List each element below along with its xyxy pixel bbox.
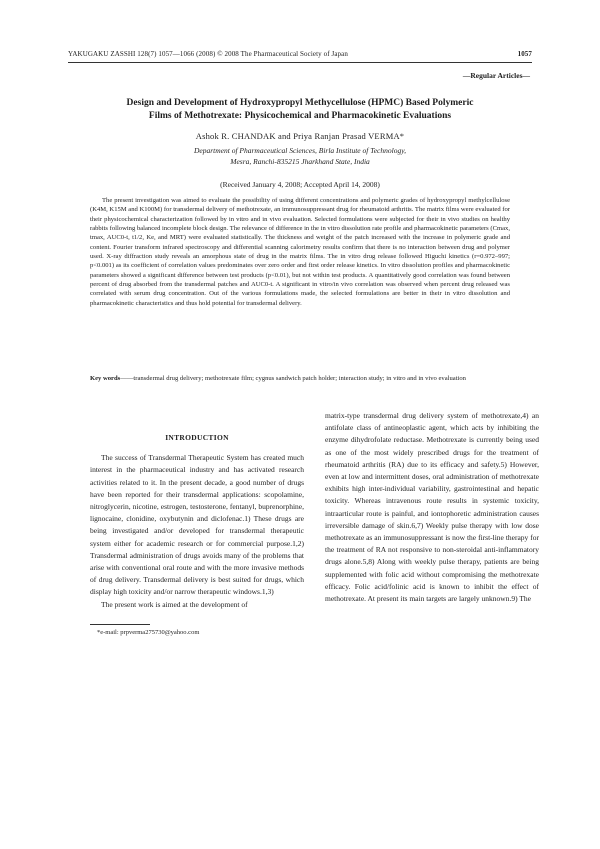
- intro-paragraph-2: The present work is aimed at the development of: [101, 599, 248, 609]
- intro-continuation: matrix-type transdermal drug delivery system of methotrexate,4) an antifolate class of antineoplastic agent, which acts by inhibiting the enzyme dihydrofolate reductase. Methotrexate is currently being used as one of the most widely prescribed drugs for the treatment of rheumatoid arthritis (RA) due to its efficacy and safety.5) However, even at low and intermittent doses, oral administration of methotrexate exhibits high inter-individual variability, gastrointestinal and hepatic toxicity. Whereas intravenous route results in systemic toxicity, intraarticular route is painful, and iontophoretic administration causes irreversible damage of skin.6,7) Weekly pulse therapy with low dose methotrexate as an immunosuppressant is now the first-line therapy for the treatment of RA not responsive to non-steroidal anti-inflammatory drugs alone.5,8) Along with weekly pulse therapy, patients are being supplemented with folic acid without compromising the methotrexate efficacy. Folic acid/folinic acid is known to inhibit the effect of methotrexate. At present its main targets are largely unknown.9) The: [325, 411, 539, 604]
- intro-paragraph-1: The success of Transdermal Therapeutic System has created much interest in the pharmaceutical industry and has activated research activities related to it. In the present decade, a good number of drugs have been reported for their transdermal applications: scopolamine, nitroglycerin, nicotine, estrogen, testosterone, fentanyl, buprenorphine, lignocaine, clonidine, oxybutynin and diclofenac.1) These drugs are being investigated and/or developed for transdermal therapeutic system either for academic research or for commercial purpose.1,2) Transdermal administration of drugs avoids many of the problems that arise with conventional oral route and with the more invasive methods of drug delivery. Transdermal delivery is best suited for drugs, which display high toxicity and/or narrow therapeutic windows.1,3): [90, 453, 304, 597]
- keywords-label: Key words: [90, 375, 121, 382]
- title-line-1: Design and Development of Hydroxypropyl Methycellulose (HPMC) Based Polymeric: [126, 98, 474, 108]
- affiliation-line-1: Department of Pharmaceutical Sciences, Birla Institute of Technology,: [194, 146, 406, 155]
- abstract: The present investigation was aimed to evaluate the possibility of using different concentrations and polymeric grades of hydroxypropyl methylcellulose (K4M, K15M and K100M) for transdermal delivery of methotrexate, an immunosuppressant drug for rheumatoid arthritis. The matrix films were evaluated for their physicochemical characterization followed by in vitro and in vivo evaluation. Selected formulations were subjected for their in vivo studies on healthy rabbits following balanced incomplete block design. The relevance of difference in the in vitro dissolution rate profile and pharmacokinetic parameters (Cmax, tmax, AUC0-t, t1/2, Ke, and MRT) were evaluated statistically. The thickness and weight of the patch increased with the increase in polymeric grade and content. Fourier transform infrared spectroscopy and differential scanning calorimetry results confirm that there is no interaction between drug and polymer used. X-ray diffraction study reveals an amorphous state of drug in the matrix films. The in vitro drug release followed Higuchi kinetics (r=0.972–997; p<0.001) as its coefficient of correlation values predominates over zero order and first order release kinetics. In vitro dissolution profiles and pharmacokinetic parameters showed a significant difference between test products (p<0.01), but not within test products. A quantitatively good correlation was found between percent of drug absorbed from the transdermal patches and AUC0-t. A significant in vitro/in vivo correlation was observed when percent drug released was correlated with serum drug concentration. Out of the various formulations made, the selected formulations are better in their in vitro dissolution and pharmacokinetic characteristics and thus hold potential for transdermal delivery.: [90, 197, 510, 307]
- article-type-label: ―Regular Articles―: [462, 71, 530, 80]
- affiliation: [150, 145, 450, 167]
- left-column: [90, 432, 304, 611]
- header-rule: [68, 62, 532, 63]
- corresponding-email-footnote: *e-mail: prpverma275730@yahoo.com: [97, 629, 200, 636]
- received-dates: (Received January 4, 2008; Accepted April 14, 2008): [220, 180, 380, 189]
- journal-citation: YAKUGAKU ZASSHI 128(7) 1057―1066 (2008) © 2008 The Pharmaceutical Society of Japan: [68, 50, 348, 58]
- page-number: 1057: [517, 50, 532, 58]
- introduction-heading: INTRODUCTION: [165, 433, 229, 442]
- keywords: [90, 374, 510, 383]
- footnote-rule: [90, 624, 150, 625]
- keywords-text: ――transdermal drug delivery; methotrexate film; cygnus sandwich patch holder; interaction study; in vitro and in vivo evaluation: [120, 375, 466, 382]
- right-column: [325, 410, 539, 605]
- title-line-2: Films of Methotrexate: Physicochemical and Pharmacokinetic Evaluations: [148, 111, 452, 121]
- author-list: Ashok R. CHANDAK and Priya Ranjan Prasad VERMA*: [195, 131, 405, 141]
- affiliation-line-2: Mesra, Ranchi-835215 Jharkhand State, India: [230, 157, 370, 166]
- article-title: [68, 97, 532, 123]
